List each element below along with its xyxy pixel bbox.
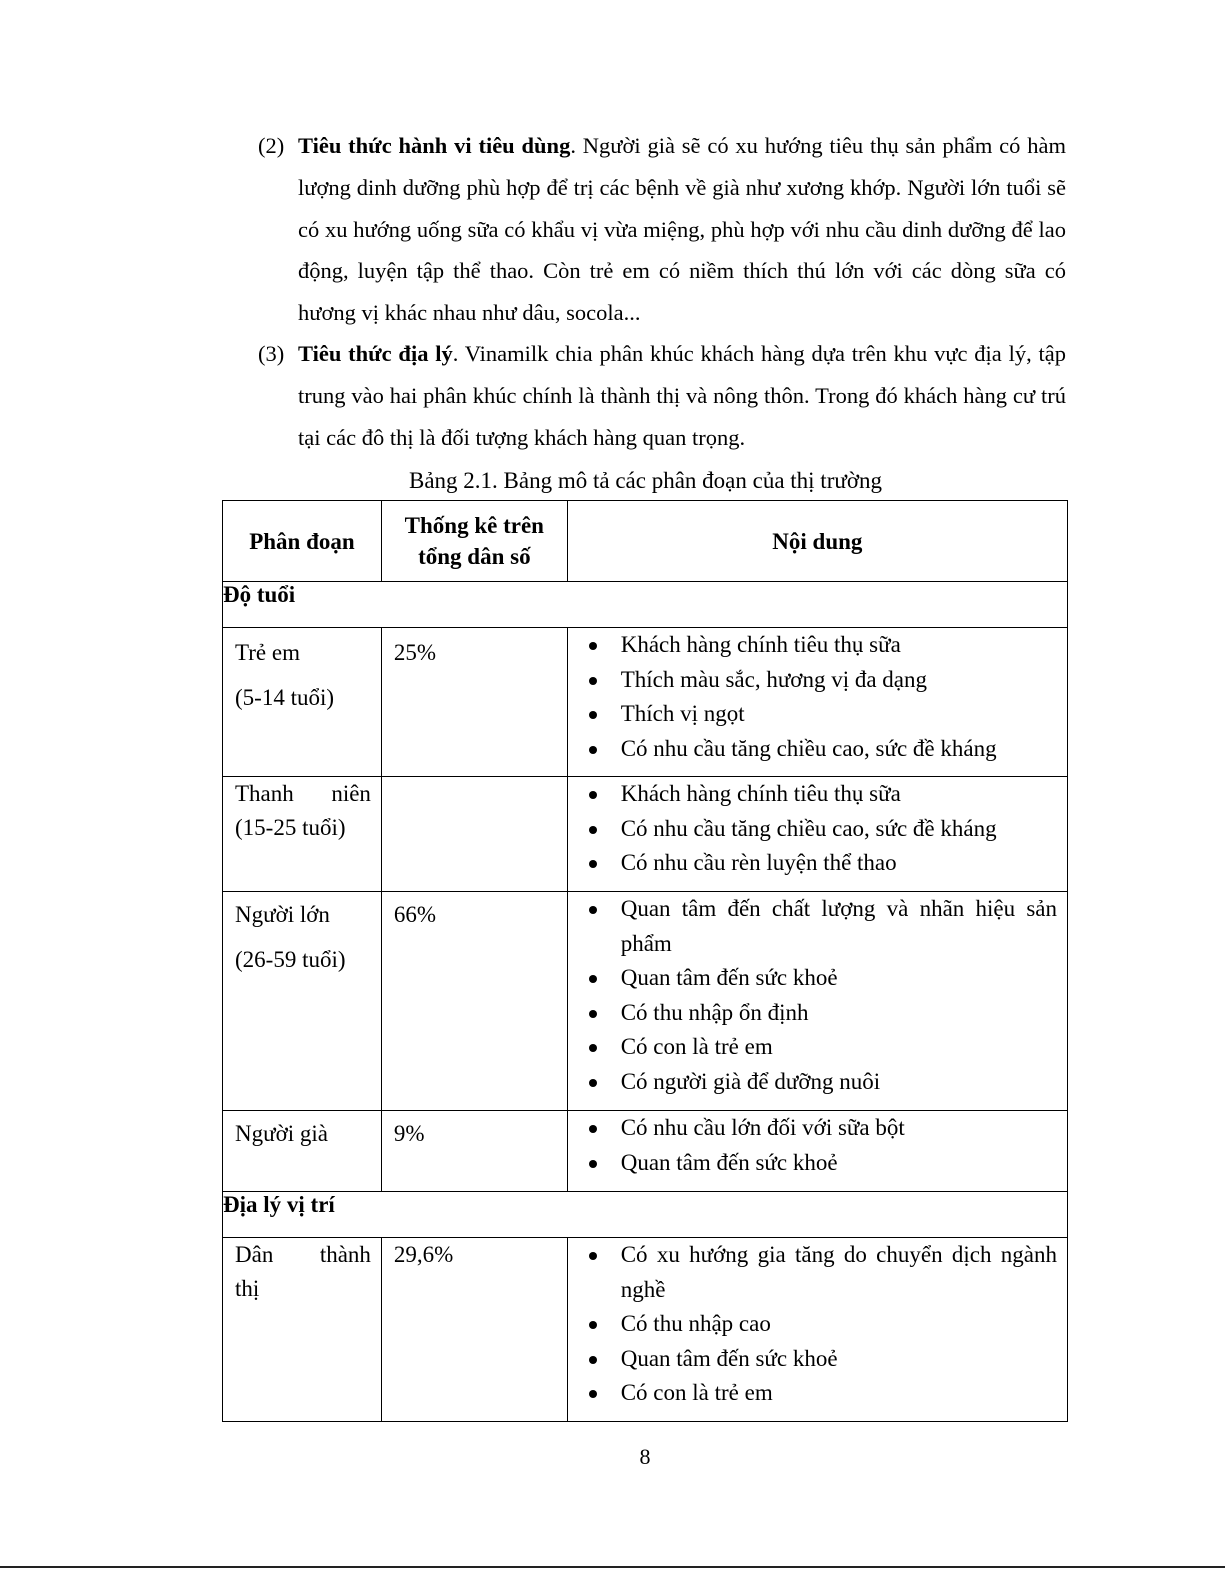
list-item: Có nhu cầu tăng chiều cao, sức đề kháng [621,732,1057,767]
list-item: Có thu nhập cao [621,1307,1057,1342]
paragraph-text: . Người già sẽ có xu hướng tiêu thụ sản phẩm có hàm lượng dinh dưỡng phù hợp để trị các bệnh về già như xương khớp. Người lớn tuổi sẽ có xu hướng uống sữa có khẩu vị vừa miệng, phù hợp với nhu cầu dinh dưỡng để lao động, luyện tập thể thao. Còn trẻ em có niềm thích thú lớn với các dòng sữa có hương vị khác nhau như dâu, socola... [298,133,1066,326]
statistic-value: 66% [393,902,437,927]
list-item: Có xu hướng gia tăng do chuyển dịch ngành nghề [621,1238,1057,1307]
table-row [223,1238,1068,1422]
segment-age-range: (15-25 tuổi) [235,815,346,840]
content-cell [567,777,1067,892]
header-statistic [381,501,567,582]
list-item: Khách hàng chính tiêu thụ sữa [621,777,1057,812]
paragraph-consumer-behavior [258,125,1066,334]
statistic-value: 9% [393,1121,425,1146]
segment-cell [223,892,382,1111]
statistic-value: 25% [393,640,437,665]
paragraph-text: . Vinamilk chia phân khúc khách hàng dựa trên khu vực địa lý, tập trung vào hai phân khúc chính là thành thị và nông thôn. Trong đó khách hàng cư trú tại các đô thị là đối tượng khách hàng quan trọng. [298,341,1066,450]
table-row [223,628,1068,777]
list-item: Quan tâm đến sức khoẻ [621,1342,1057,1377]
segment-age-range: (26-59 tuổi) [235,947,346,972]
segment-name-continued: thị [235,1276,260,1301]
paragraph-lead: Tiêu thức hành vi tiêu dùng [298,133,571,158]
header-statistic-line1: Thống kê trên [404,513,544,538]
paragraph-lead: Tiêu thức địa lý [298,341,453,366]
list-item: Có con là trẻ em [621,1030,1057,1065]
segment-cell [223,628,382,777]
paragraph-geography [258,333,1066,458]
content-cell [567,892,1067,1111]
statistic-cell [381,1111,567,1192]
table-row [223,1111,1068,1192]
group-label: Độ tuổi [223,582,1068,628]
segment-name-word: thành [319,1242,371,1267]
header-segment: Phân đoạn [223,501,382,582]
list-item: Có nhu cầu tăng chiều cao, sức đề kháng [621,812,1057,847]
list-item: Quan tâm đến chất lượng và nhãn hiệu sản phẩm [621,892,1057,961]
segment-name: Trẻ em [235,640,300,665]
list-item: Có người già để dưỡng nuôi [621,1065,1057,1100]
group-label: Địa lý vị trí [223,1192,1068,1238]
segment-name-word: Thanh [235,781,294,806]
statistic-cell [381,777,567,892]
list-item: Có thu nhập ổn định [621,996,1057,1031]
segment-cell [223,1111,382,1192]
table-row [223,777,1068,892]
segment-cell [223,777,382,892]
segment-name [235,777,371,811]
segment-age-range: (5-14 tuổi) [235,685,335,710]
content-cell [567,628,1067,777]
group-row-geography [223,1192,1068,1238]
page-bottom-rule [0,1566,1225,1568]
header-content: Nội dung [567,501,1067,582]
statistic-cell [381,628,567,777]
segment-name: Người lớn [235,902,330,927]
group-row-age [223,582,1068,628]
content-cell [567,1238,1067,1422]
list-item: Có nhu cầu lớn đối với sữa bột [621,1111,1057,1146]
segment-name-word: niên [331,781,371,806]
segment-table [222,500,1068,1422]
content-cell [567,1111,1067,1192]
header-statistic-line2: tổng dân số [418,544,531,569]
segment-name: Người già [235,1121,328,1146]
table-row [223,892,1068,1111]
list-item: Thích màu sắc, hương vị đa dạng [621,663,1057,698]
list-item: Thích vị ngọt [621,697,1057,732]
segment-name [235,1238,371,1272]
list-item: Khách hàng chính tiêu thụ sữa [621,628,1057,663]
paragraph-number: (3) [258,341,285,366]
statistic-cell [381,1238,567,1422]
table-caption: Bảng 2.1. Bảng mô tả các phân đoạn của thị trường [408,468,882,493]
segment-cell [223,1238,382,1422]
list-item: Quan tâm đến sức khoẻ [621,1146,1057,1181]
list-item: Có nhu cầu rèn luyện thể thao [621,846,1057,881]
page-number: 8 [639,1444,651,1469]
table-header-row [223,501,1068,582]
statistic-cell [381,892,567,1111]
list-item: Quan tâm đến sức khoẻ [621,961,1057,996]
paragraph-number: (2) [258,133,285,158]
list-item: Có con là trẻ em [621,1376,1057,1411]
segment-name-word: Dân [235,1242,274,1267]
statistic-value [382,777,567,787]
statistic-value: 29,6% [393,1242,454,1267]
